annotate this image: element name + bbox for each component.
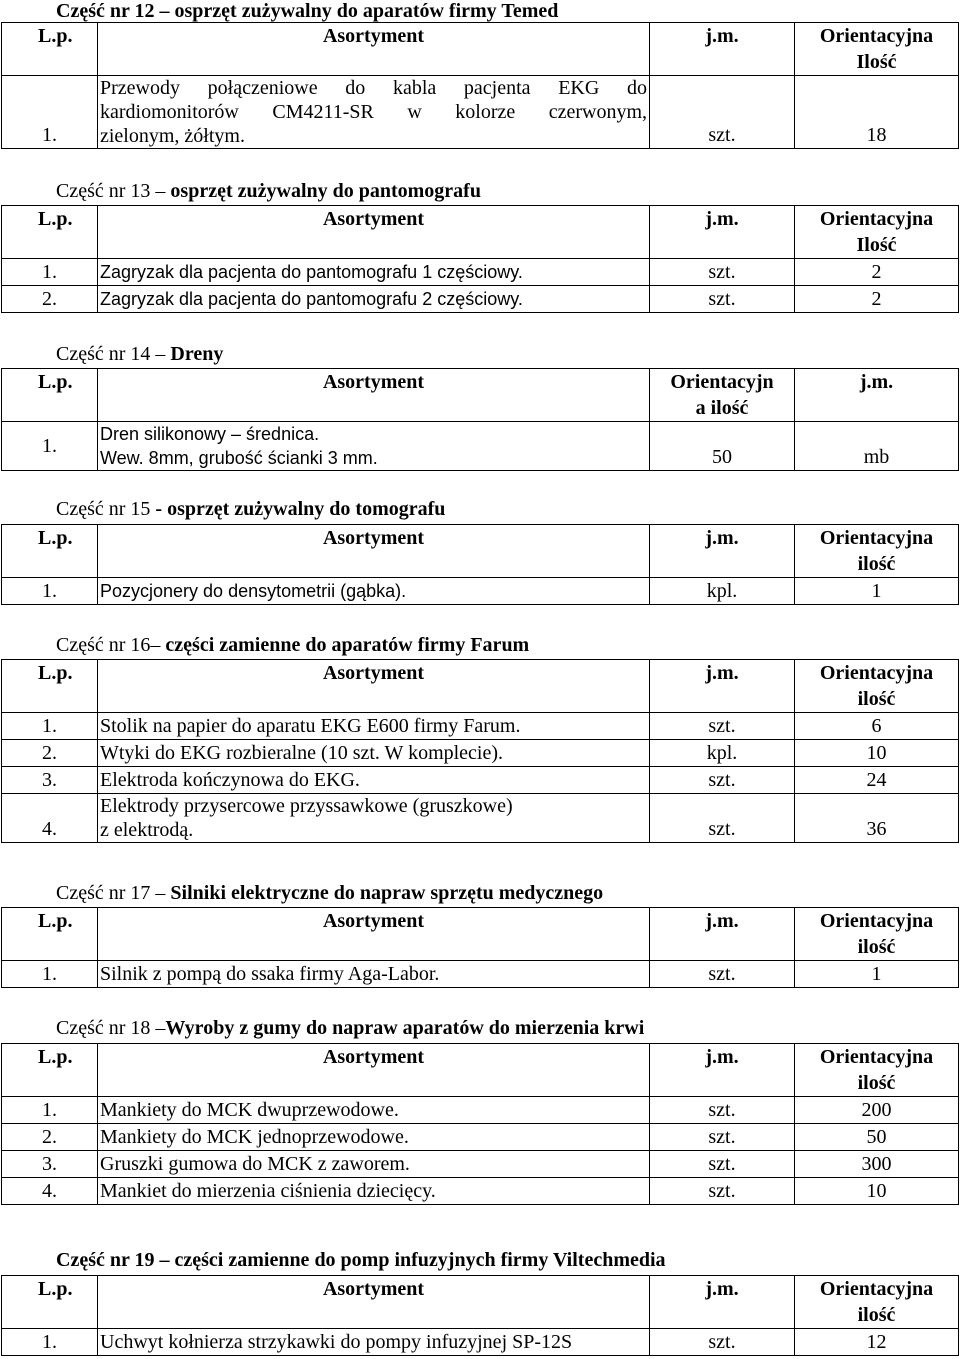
header-lp: L.p.: [2, 525, 98, 578]
header-jm: j.m.: [650, 206, 795, 259]
header-lp: L.p.: [2, 660, 98, 713]
row-lp: 3.: [2, 767, 98, 794]
row-description: Uchwyt kołnierza strzykawki do pompy infuzyjnej SP-12S: [98, 1329, 650, 1356]
table-row: [2, 1329, 959, 1356]
row-lp: 1.: [2, 422, 98, 471]
row-quantity: 1: [795, 961, 959, 988]
table-row: [2, 422, 959, 471]
row-unit: szt.: [650, 1124, 795, 1151]
header-asortyment: Asortyment: [98, 1276, 650, 1329]
header-jm: j.m.: [650, 23, 795, 76]
header-quantity: Orientacyjn a ilość: [650, 369, 795, 422]
row-lp: 4.: [2, 1178, 98, 1205]
row-unit: szt.: [650, 961, 795, 988]
table-row: [2, 1124, 959, 1151]
header-lp: L.p.: [2, 23, 98, 76]
row-quantity: 50: [650, 422, 795, 471]
row-description: Przewody połączeniowe do kabla pacjenta EKG do kardiomonitorów CM4211-SR w kolorze czerwonym, zielonym, żółtym.: [98, 76, 650, 149]
table-row: [2, 286, 959, 313]
table-header-row: [2, 206, 959, 259]
row-unit: szt.: [650, 76, 795, 149]
row-quantity: 200: [795, 1097, 959, 1124]
row-unit: szt.: [650, 767, 795, 794]
row-quantity: 6: [795, 713, 959, 740]
row-lp: 3.: [2, 1151, 98, 1178]
row-unit: szt.: [650, 259, 795, 286]
row-unit: szt.: [650, 794, 795, 843]
row-unit: szt.: [650, 1329, 795, 1356]
table-header-row: [2, 1044, 959, 1097]
row-description: Silnik z pompą do ssaka firmy Aga-Labor.: [98, 961, 650, 988]
row-description: Mankiety do MCK dwuprzewodowe.: [98, 1097, 650, 1124]
header-quantity: Orientacyjna ilość: [795, 525, 959, 578]
row-description: Stolik na papier do aparatu EKG E600 firmy Farum.: [98, 713, 650, 740]
header-quantity: Orientacyjna ilość: [795, 908, 959, 961]
row-description: Elektrody przysercowe przyssawkowe (gruszkowe) z elektrodą.: [98, 794, 650, 843]
header-lp: L.p.: [2, 1044, 98, 1097]
row-quantity: 1: [795, 578, 959, 605]
header-quantity: Orientacyjna ilość: [795, 660, 959, 713]
row-quantity: 2: [795, 259, 959, 286]
row-lp: 1.: [2, 1097, 98, 1124]
row-lp: 2.: [2, 740, 98, 767]
header-jm: j.m.: [650, 908, 795, 961]
row-quantity: 12: [795, 1329, 959, 1356]
row-description: Mankiety do MCK jednoprzewodowe.: [98, 1124, 650, 1151]
section-15-title: Część nr 15 - osprzęt zużywalny do tomografu: [56, 498, 446, 520]
row-lp: 1.: [2, 961, 98, 988]
row-unit: kpl.: [650, 740, 795, 767]
header-quantity: Orientacyjna Ilość: [795, 23, 959, 76]
row-lp: 4.: [2, 794, 98, 843]
row-lp: 1.: [2, 578, 98, 605]
row-description: Elektroda kończynowa do EKG.: [98, 767, 650, 794]
row-unit: szt.: [650, 1097, 795, 1124]
row-quantity: 24: [795, 767, 959, 794]
table-header-row: [2, 23, 959, 76]
header-quantity: Orientacyjna ilość: [795, 1276, 959, 1329]
row-description: Zagryzak dla pacjenta do pantomografu 1 częściowy.: [98, 259, 650, 286]
row-unit: szt.: [650, 1178, 795, 1205]
row-unit: mb: [795, 422, 959, 471]
header-quantity: Orientacyjna ilość: [795, 1044, 959, 1097]
row-description: Wtyki do EKG rozbieralne (10 szt. W komplecie).: [98, 740, 650, 767]
section-16-title: Część nr 16– części zamienne do aparatów firmy Farum: [56, 634, 530, 656]
table-row: [2, 1151, 959, 1178]
row-quantity: 50: [795, 1124, 959, 1151]
section-18-title: Część nr 18 –Wyroby z gumy do napraw aparatów do mierzenia krwi: [56, 1017, 645, 1039]
header-lp: L.p.: [2, 1276, 98, 1329]
section-17-title: Część nr 17 – Silniki elektryczne do napraw sprzętu medycznego: [56, 882, 604, 904]
row-quantity: 18: [795, 76, 959, 149]
row-lp: 1.: [2, 713, 98, 740]
row-description: Dren silikonowy – średnica. Wew. 8mm, grubość ścianki 3 mm.: [98, 422, 650, 471]
section-18-table: [1, 1043, 959, 1205]
row-lp: 2.: [2, 1124, 98, 1151]
section-16-table: [1, 659, 959, 843]
row-lp: 2.: [2, 286, 98, 313]
table-header-row: [2, 660, 959, 713]
header-asortyment: Asortyment: [98, 908, 650, 961]
row-quantity: 36: [795, 794, 959, 843]
section-14-table: [1, 368, 959, 471]
table-row: [2, 713, 959, 740]
header-asortyment: Asortyment: [98, 23, 650, 76]
table-row: [2, 740, 959, 767]
row-quantity: 10: [795, 1178, 959, 1205]
table-row: [2, 76, 959, 149]
header-asortyment: Asortyment: [98, 525, 650, 578]
row-unit: szt.: [650, 713, 795, 740]
header-jm: j.m.: [650, 1044, 795, 1097]
header-lp: L.p.: [2, 908, 98, 961]
table-row: [2, 767, 959, 794]
row-unit: szt.: [650, 1151, 795, 1178]
section-19-title: Część nr 19 – części zamienne do pomp infuzyjnych firmy Viltechmedia: [56, 1249, 666, 1271]
section-12-title: Część nr 12 – osprzęt zużywalny do aparatów firmy Temed: [56, 0, 559, 22]
table-header-row: [2, 525, 959, 578]
table-row: [2, 259, 959, 286]
row-lp: 1.: [2, 259, 98, 286]
header-jm: j.m.: [650, 660, 795, 713]
row-quantity: 2: [795, 286, 959, 313]
row-lp: 1.: [2, 1329, 98, 1356]
header-quantity: Orientacyjna Ilość: [795, 206, 959, 259]
header-lp: L.p.: [2, 206, 98, 259]
section-19-table: [1, 1275, 959, 1356]
table-header-row: [2, 908, 959, 961]
table-row: [2, 1097, 959, 1124]
section-15-table: [1, 524, 959, 605]
row-unit: kpl.: [650, 578, 795, 605]
row-description: Zagryzak dla pacjenta do pantomografu 2 częściowy.: [98, 286, 650, 313]
table-row: [2, 794, 959, 843]
section-14-title: Część nr 14 – Dreny: [56, 343, 224, 365]
header-jm: j.m.: [650, 525, 795, 578]
header-asortyment: Asortyment: [98, 1044, 650, 1097]
table-row: [2, 1178, 959, 1205]
section-13-title: Część nr 13 – osprzęt zużywalny do pantomografu: [56, 180, 481, 202]
header-jm: j.m.: [650, 1276, 795, 1329]
section-12-table: [1, 22, 959, 149]
section-17-table: [1, 907, 959, 988]
row-description: Pozycjonery do densytometrii (gąbka).: [98, 578, 650, 605]
row-lp: 1.: [2, 76, 98, 149]
row-description: Gruszki gumowa do MCK z zaworem.: [98, 1151, 650, 1178]
row-description: Mankiet do mierzenia ciśnienia dziecięcy.: [98, 1178, 650, 1205]
header-asortyment: Asortyment: [98, 206, 650, 259]
row-quantity: 10: [795, 740, 959, 767]
table-row: [2, 578, 959, 605]
header-asortyment: Asortyment: [98, 369, 650, 422]
header-asortyment: Asortyment: [98, 660, 650, 713]
table-header-row: [2, 369, 959, 422]
table-row: [2, 961, 959, 988]
header-jm: j.m.: [795, 369, 959, 422]
section-13-table: [1, 205, 959, 313]
row-unit: szt.: [650, 286, 795, 313]
table-header-row: [2, 1276, 959, 1329]
row-quantity: 300: [795, 1151, 959, 1178]
header-lp: L.p.: [2, 369, 98, 422]
